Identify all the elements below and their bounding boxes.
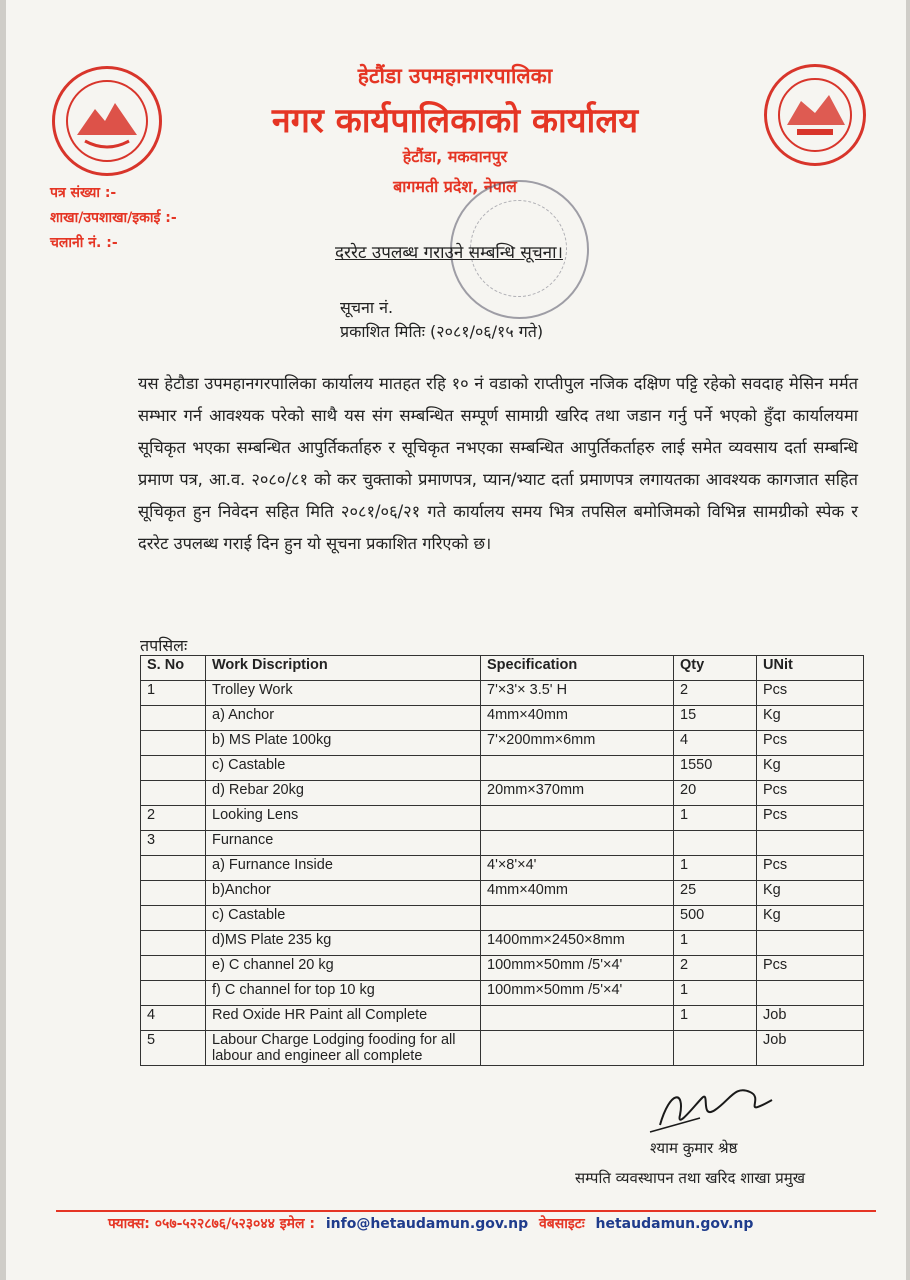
table-row xyxy=(141,856,864,881)
notice-subject: दररेट उपलब्ध गराउने सम्बन्धि सूचना। xyxy=(335,243,563,263)
footer-phone: फ्याक्स: ०५७-५२२८७६/५२३०४४ इमेल : xyxy=(108,1216,315,1232)
signatory-name: श्याम कुमार श्रेष्ठ xyxy=(650,1139,738,1157)
table-cell: Kg xyxy=(757,706,864,731)
table-cell: Pcs xyxy=(757,806,864,831)
table-cell xyxy=(141,881,206,906)
table-body xyxy=(141,681,864,1066)
table-cell: Job xyxy=(757,1031,864,1066)
notice-body: यस हेटौडा उपमहानगरपालिका कार्यालय मातहत रहि १० नं वडाको राप्तीपुल नजिक दक्षिण पट्टि रहेको सवदाह मेसिन मर्मत सम्भार गर्न आवश्यक परेको साथै यस संग सम्बन्धित सम्पूर्ण सामाग्री खरिद तथा जडान गर्नु पर्ने भएको हुँदा कार्यालयमा सूचिकृत भएका सम्बन्धित आपुर्तिकर्ताहरु र सूचिकृत नभएका सम्बन्धित आपुर्तिकर्ताहरु लाई समेत व्यवसाय दर्ता सम्बन्धि प्रमाण पत्र, आ.व. २०८०/८१ को कर चुक्ताको प्रमाणपत्र, प्यान/भ्याट दर्ता प्रमाणपत्र लगायतका आवश्यक कागजात सहित सूचिकृत हुन निवेदन सहित मिति २०८१/०६/२१ गते कार्यालय समय भित्र तपसिल बमोजिमको विभिन्न सामग्रीको स्पेक र दररेट उपलब्ध गराई दिन हुन यो सूचना प्रकाशित गरिएको छ। xyxy=(138,374,858,553)
table-cell: 1 xyxy=(674,1006,757,1031)
table-row xyxy=(141,981,864,1006)
published-date: प्रकाशित मितिः (२०८१/०६/१५ गते) xyxy=(340,322,544,341)
table-cell: 1 xyxy=(674,931,757,956)
table-cell xyxy=(481,756,674,781)
table-cell xyxy=(141,856,206,881)
table-cell: Pcs xyxy=(757,731,864,756)
table-cell: b) MS Plate 100kg xyxy=(206,731,481,756)
table-row xyxy=(141,806,864,831)
table-cell xyxy=(141,781,206,806)
table-cell: 1 xyxy=(141,681,206,706)
table-cell: e) C channel 20 kg xyxy=(206,956,481,981)
table-cell: 15 xyxy=(674,706,757,731)
table-cell: 100mm×50mm /5'×4' xyxy=(481,956,674,981)
table-cell: 100mm×50mm /5'×4' xyxy=(481,981,674,1006)
table-cell xyxy=(141,731,206,756)
footer-contact xyxy=(108,1214,753,1233)
table-cell: 1550 xyxy=(674,756,757,781)
column-header: Qty xyxy=(674,656,757,681)
table-cell: c) Castable xyxy=(206,756,481,781)
table-cell xyxy=(757,931,864,956)
municipality-name: हेटौंडा उपमहानगरपालिका xyxy=(357,64,553,88)
table-cell: 4mm×40mm xyxy=(481,706,674,731)
table-row xyxy=(141,1006,864,1031)
table-cell xyxy=(141,706,206,731)
footer-website-label: वेबसाइटः xyxy=(539,1216,585,1232)
table-cell: Pcs xyxy=(757,681,864,706)
table-cell: 2 xyxy=(141,806,206,831)
table-cell: 7'×3'× 3.5' H xyxy=(481,681,674,706)
table-cell: 20 xyxy=(674,781,757,806)
table-cell: Pcs xyxy=(757,956,864,981)
footer-website[interactable]: hetaudamun.gov.np xyxy=(595,1216,754,1232)
table-cell xyxy=(757,831,864,856)
details-label: तपसिलः xyxy=(140,636,188,655)
table-cell xyxy=(481,906,674,931)
table-cell: Kg xyxy=(757,906,864,931)
table-cell xyxy=(141,756,206,781)
column-header: UNit xyxy=(757,656,864,681)
table-cell: Trolley Work xyxy=(206,681,481,706)
table-cell: 2 xyxy=(674,956,757,981)
table-cell: Kg xyxy=(757,756,864,781)
table-cell: b)Anchor xyxy=(206,881,481,906)
table-cell: 1 xyxy=(674,856,757,881)
table-cell xyxy=(141,981,206,1006)
table-row xyxy=(141,881,864,906)
office-title: नगर कार्यपालिकाको कार्यालय xyxy=(271,101,639,141)
table-cell: 1 xyxy=(674,981,757,1006)
table-cell: 4 xyxy=(141,1006,206,1031)
table-row xyxy=(141,906,864,931)
footer-divider xyxy=(56,1210,876,1212)
table-cell xyxy=(481,806,674,831)
table-cell xyxy=(141,956,206,981)
table-row xyxy=(141,956,864,981)
table-cell: Pcs xyxy=(757,856,864,881)
column-header: Work Discription xyxy=(206,656,481,681)
table-cell: 20mm×370mm xyxy=(481,781,674,806)
signature-mark xyxy=(640,1070,790,1140)
table-cell: 500 xyxy=(674,906,757,931)
table-row xyxy=(141,731,864,756)
table-cell xyxy=(481,831,674,856)
table-cell: 4mm×40mm xyxy=(481,881,674,906)
office-location: हेटौंडा, मकवानपुर xyxy=(402,147,508,166)
table-cell: 7'×200mm×6mm xyxy=(481,731,674,756)
footer-email[interactable]: info@hetaudamun.gov.np xyxy=(325,1216,529,1232)
items-table xyxy=(140,655,864,1066)
signatory-title: सम्पति व्यवस्थापन तथा खरिद शाखा प्रमुख xyxy=(575,1169,806,1187)
table-cell xyxy=(141,931,206,956)
table-cell: Kg xyxy=(757,881,864,906)
table-cell: Red Oxide HR Paint all Complete xyxy=(206,1006,481,1031)
notice-number: सूचना नं. xyxy=(340,298,394,317)
table-cell xyxy=(141,906,206,931)
letter-number-label: पत्र संख्या :- xyxy=(50,185,117,201)
table-cell: Furnance xyxy=(206,831,481,856)
dispatch-number-label: चलानी नं. :- xyxy=(50,235,118,251)
column-header: S. No xyxy=(141,656,206,681)
table-cell: Pcs xyxy=(757,781,864,806)
table-row xyxy=(141,706,864,731)
table-cell: 2 xyxy=(674,681,757,706)
table-row xyxy=(141,831,864,856)
office-province: बागमती प्रदेश, नेपाल xyxy=(393,177,517,196)
table-cell: 1400mm×2450×8mm xyxy=(481,931,674,956)
table-cell: 4 xyxy=(674,731,757,756)
table-cell: d) Rebar 20kg xyxy=(206,781,481,806)
table-cell xyxy=(481,1006,674,1031)
table-cell: a) Furnance Inside xyxy=(206,856,481,881)
table-row xyxy=(141,1031,864,1066)
table-cell: Looking Lens xyxy=(206,806,481,831)
table-cell: d)MS Plate 235 kg xyxy=(206,931,481,956)
table-cell: c) Castable xyxy=(206,906,481,931)
table-row xyxy=(141,931,864,956)
table-cell: Job xyxy=(757,1006,864,1031)
table-cell xyxy=(481,1031,674,1066)
table-cell: 3 xyxy=(141,831,206,856)
table-cell: a) Anchor xyxy=(206,706,481,731)
table-row xyxy=(141,756,864,781)
column-header: Specification xyxy=(481,656,674,681)
table-row xyxy=(141,781,864,806)
table-cell xyxy=(674,1031,757,1066)
branch-label: शाखा/उपशाखा/इकाई :- xyxy=(50,210,177,226)
table-cell: 25 xyxy=(674,881,757,906)
table-cell: 5 xyxy=(141,1031,206,1066)
table-row xyxy=(141,681,864,706)
table-cell: 4'×8'×4' xyxy=(481,856,674,881)
table-cell xyxy=(674,831,757,856)
table-cell: f) C channel for top 10 kg xyxy=(206,981,481,1006)
table-cell xyxy=(757,981,864,1006)
table-cell: 1 xyxy=(674,806,757,831)
table-header-row xyxy=(141,656,864,681)
table-cell: Labour Charge Lodging fooding for all labour and engineer all complete xyxy=(206,1031,481,1066)
